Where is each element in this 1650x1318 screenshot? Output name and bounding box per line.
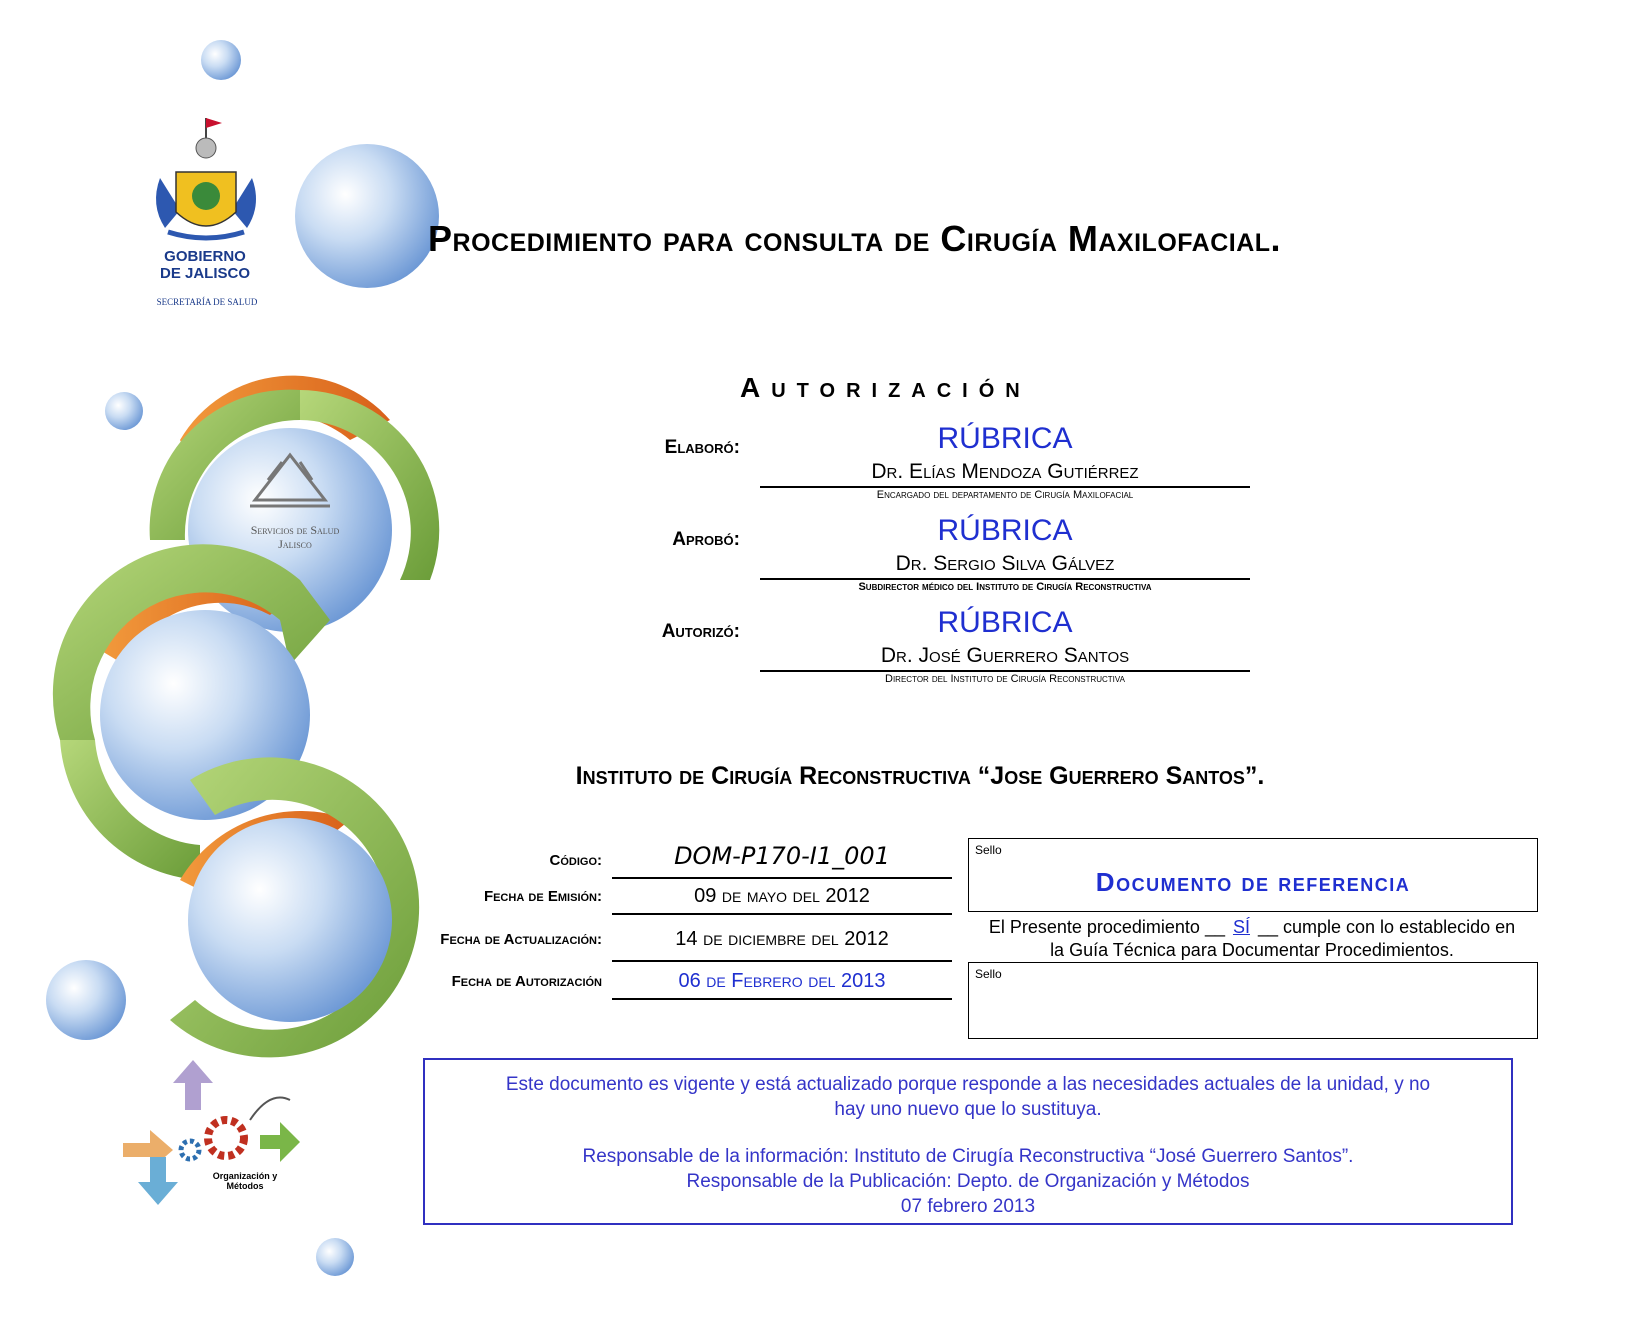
bubble [46, 960, 126, 1040]
position-aprobo: Subdirector médico del Instituto de Cirugía Reconstructiva [858, 581, 1152, 593]
gobierno-line2: DE JALISCO [159, 265, 250, 282]
cumple-statement [972, 916, 1532, 962]
role-autorizo: Autorizó: [661, 621, 740, 642]
meta-line [612, 998, 952, 1000]
footer-line1: Este documento es vigente y está actualizado porque responde a las necesidades actuales de la unidad, y no [505, 1074, 1431, 1095]
ssj-line2: Jalisco [278, 537, 312, 551]
rubrica-elaboro: RÚBRICA [937, 422, 1073, 455]
autorizacion-value: 06 de Febrero del 2013 [678, 970, 886, 992]
gobierno-subtitle: SECRETARÍA DE SALUD [156, 297, 258, 307]
autorizacion-label: Fecha de Autorización [451, 973, 602, 990]
document-title: Procedimiento para consulta de Cirugía Maxilofacial. [428, 218, 1282, 259]
rubrica-autorizo: RÚBRICA [937, 606, 1073, 639]
cumple-before: El Presente procedimiento __ [988, 917, 1225, 937]
reference-box [968, 838, 1538, 912]
signature-line [760, 578, 1250, 580]
name-elaboro: Dr. Elías Mendoza Gutiérrez [871, 460, 1139, 483]
institute-name: Instituto de Cirugía Reconstructiva “Jose Guerrero Santos”. [575, 762, 1265, 790]
meta-line [612, 913, 952, 915]
ssj-logo-text [215, 523, 375, 551]
role-elaboro: Elaboró: [664, 437, 740, 458]
bubble [105, 392, 143, 430]
emision-label: Fecha de Emisión: [483, 888, 602, 905]
footer-line3: Responsable de la información: Instituto de Cirugía Reconstructiva “José Guerrero Santos”. [582, 1146, 1354, 1167]
footer-line5: 07 febrero 2013 [900, 1196, 1036, 1217]
sello-label: Sello [975, 843, 1002, 857]
cumple-line2: la Guía Técnica para Documentar Procedimientos. [1050, 940, 1454, 960]
meta-line [612, 877, 952, 879]
authorization-heading: Autorización [740, 372, 1031, 403]
bubble [295, 144, 439, 288]
cumple-si: SÍ [1232, 917, 1250, 937]
om-logo-text [190, 1171, 300, 1191]
codigo-value: DOM-P170-I1_001 [674, 842, 890, 870]
footer-notice [423, 1058, 1513, 1225]
footer-line4: Responsable de la Publicación: Depto. de Organización y Métodos [686, 1171, 1250, 1192]
rubrica-aprobo: RÚBRICA [937, 514, 1073, 547]
role-aprobo: Aprobó: [672, 529, 740, 550]
cumple-after: __ cumple con lo establecido en [1257, 917, 1516, 937]
signature-line [760, 670, 1250, 672]
meta-line [612, 960, 952, 962]
om-line1: Organización y [212, 1171, 278, 1181]
actualizacion-label: Fecha de Actualización: [440, 931, 602, 948]
name-autorizo: Dr. José Guerrero Santos [880, 644, 1130, 667]
sello-box [968, 962, 1538, 1039]
ssj-line1: Servicios de Salud [250, 523, 340, 537]
gobierno-line1: GOBIERNO [164, 248, 246, 265]
gobierno-jalisco-shield-icon [156, 118, 256, 238]
bubble [201, 40, 241, 80]
emision-value: 09 de mayo del 2012 [694, 885, 870, 907]
sello-label-2: Sello [975, 967, 1002, 981]
signature-line [760, 486, 1250, 488]
actualizacion-value: 14 de diciembre del 2012 [675, 928, 889, 950]
reference-title: Documento de referencia [1095, 867, 1411, 897]
name-aprobo: Dr. Sergio Silva Gálvez [895, 552, 1115, 575]
position-autorizo: Director del Instituto de Cirugía Reconstructiva [885, 673, 1125, 685]
footer-line2: hay uno nuevo que lo sustituya. [834, 1099, 1102, 1120]
codigo-label: Código: [549, 852, 602, 869]
gobierno-logo-text [150, 248, 260, 282]
cumple-line1 [972, 916, 1532, 939]
position-elaboro: Encargado del departamento de Cirugía Maxilofacial [876, 489, 1134, 501]
bubble [316, 1238, 354, 1276]
om-line2: Métodos [226, 1181, 264, 1191]
